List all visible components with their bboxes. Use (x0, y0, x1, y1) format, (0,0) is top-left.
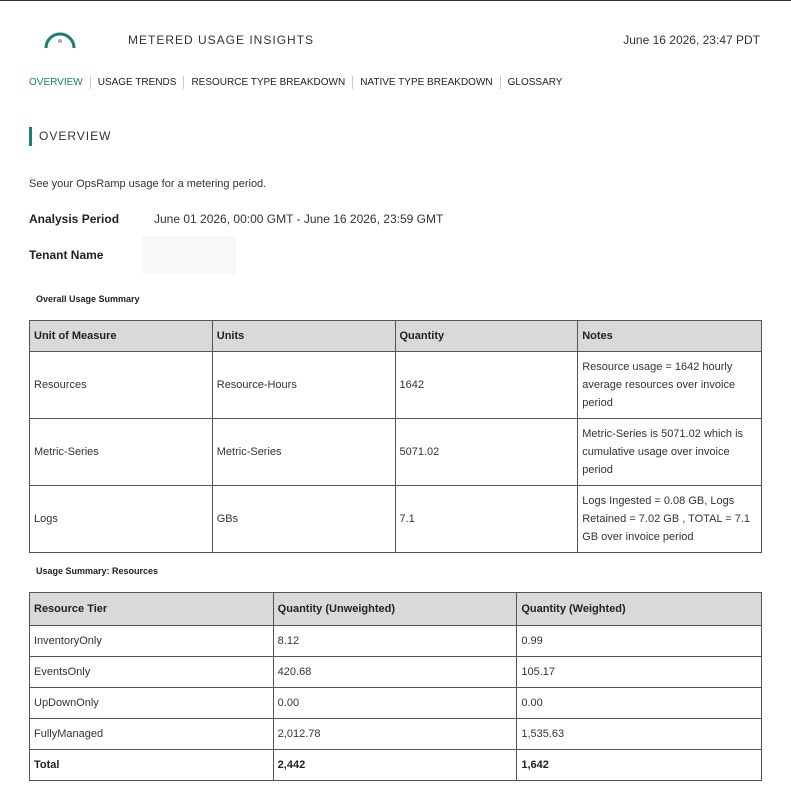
table-row (30, 626, 762, 657)
table-cell: 1,535.63 (517, 719, 762, 750)
table-cell: Metric-Series (212, 419, 395, 486)
resources-summary-title: Usage Summary: Resources (36, 566, 159, 576)
table-row (30, 688, 762, 719)
table-cell: FullyManaged (30, 719, 274, 750)
nav-glossary[interactable]: GLOSSARY (507, 77, 563, 88)
analysis-period-label: Analysis Period (29, 212, 120, 226)
table-cell: 2,012.78 (273, 719, 517, 750)
overall-usage-table (29, 320, 762, 553)
table-row (30, 657, 762, 688)
section-heading: OVERVIEW (29, 127, 111, 146)
table-cell: 8.12 (273, 626, 517, 657)
table-cell: 0.99 (517, 626, 762, 657)
report-timestamp: June 16 2026, 23:47 PDT (623, 33, 760, 47)
nav-native-type-breakdown[interactable]: NATIVE TYPE BREAKDOWN (360, 77, 493, 88)
table-cell: Logs Ingested = 0.08 GB, Logs Retained = 7.02 GB , TOTAL = 7.1 GB over invoice period (578, 486, 762, 553)
table-cell: Resource-Hours (212, 352, 395, 419)
overall-summary-title: Overall Usage Summary (36, 294, 140, 304)
nav-resource-type-breakdown[interactable]: RESOURCE TYPE BREAKDOWN (191, 77, 346, 88)
table-cell: 420.68 (273, 657, 517, 688)
table-cell: 2,442 (273, 750, 517, 781)
column-header: Unit of Measure (30, 321, 213, 352)
table-cell: 1642 (395, 352, 578, 419)
table-header-row (30, 321, 762, 352)
table-cell: 7.1 (395, 486, 578, 553)
table-cell: 0.00 (273, 688, 517, 719)
table-cell: 105.17 (517, 657, 762, 688)
table-cell: 5071.02 (395, 419, 578, 486)
table-cell: UpDownOnly (30, 688, 274, 719)
table-row (30, 719, 762, 750)
nav-divider (183, 76, 184, 89)
nav-usage-trends[interactable]: USAGE TRENDS (97, 77, 177, 88)
column-header: Notes (578, 321, 762, 352)
table-header-row (30, 593, 762, 626)
column-header: Units (212, 321, 395, 352)
table-cell: 0.00 (517, 688, 762, 719)
column-header: Quantity (395, 321, 578, 352)
section-nav (29, 76, 562, 89)
table-cell: 1,642 (517, 750, 762, 781)
table-cell: Metric-Series (30, 419, 213, 486)
app-title: METERED USAGE INSIGHTS (128, 33, 315, 47)
column-header: Resource Tier (30, 593, 274, 626)
nav-divider (90, 76, 91, 89)
table-cell: Resource usage = 1642 hourly average resources over invoice period (578, 352, 762, 419)
table-cell: Metric-Series is 5071.02 which is cumulative usage over invoice period (578, 419, 762, 486)
gauge-logo-icon (40, 24, 80, 54)
tenant-name-redacted (142, 236, 236, 274)
intro-text: See your OpsRamp usage for a metering period. (29, 178, 267, 190)
table-row (30, 352, 762, 419)
table-row (30, 486, 762, 553)
top-border (0, 0, 791, 1)
total-row (30, 750, 762, 781)
table-cell: InventoryOnly (30, 626, 274, 657)
table-cell: EventsOnly (30, 657, 274, 688)
analysis-period-value: June 01 2026, 00:00 GMT - June 16 2026, 23:59 GMT (154, 212, 444, 226)
column-header: Quantity (Unweighted) (273, 593, 517, 626)
table-cell: Resources (30, 352, 213, 419)
table-cell: Total (30, 750, 274, 781)
resources-usage-table (29, 592, 762, 781)
nav-divider (500, 76, 501, 89)
nav-divider (352, 76, 353, 89)
table-cell: GBs (212, 486, 395, 553)
column-header: Quantity (Weighted) (517, 593, 762, 626)
table-cell: Logs (30, 486, 213, 553)
table-row (30, 419, 762, 486)
tenant-name-label: Tenant Name (29, 248, 104, 262)
nav-overview[interactable]: OVERVIEW (29, 77, 83, 88)
